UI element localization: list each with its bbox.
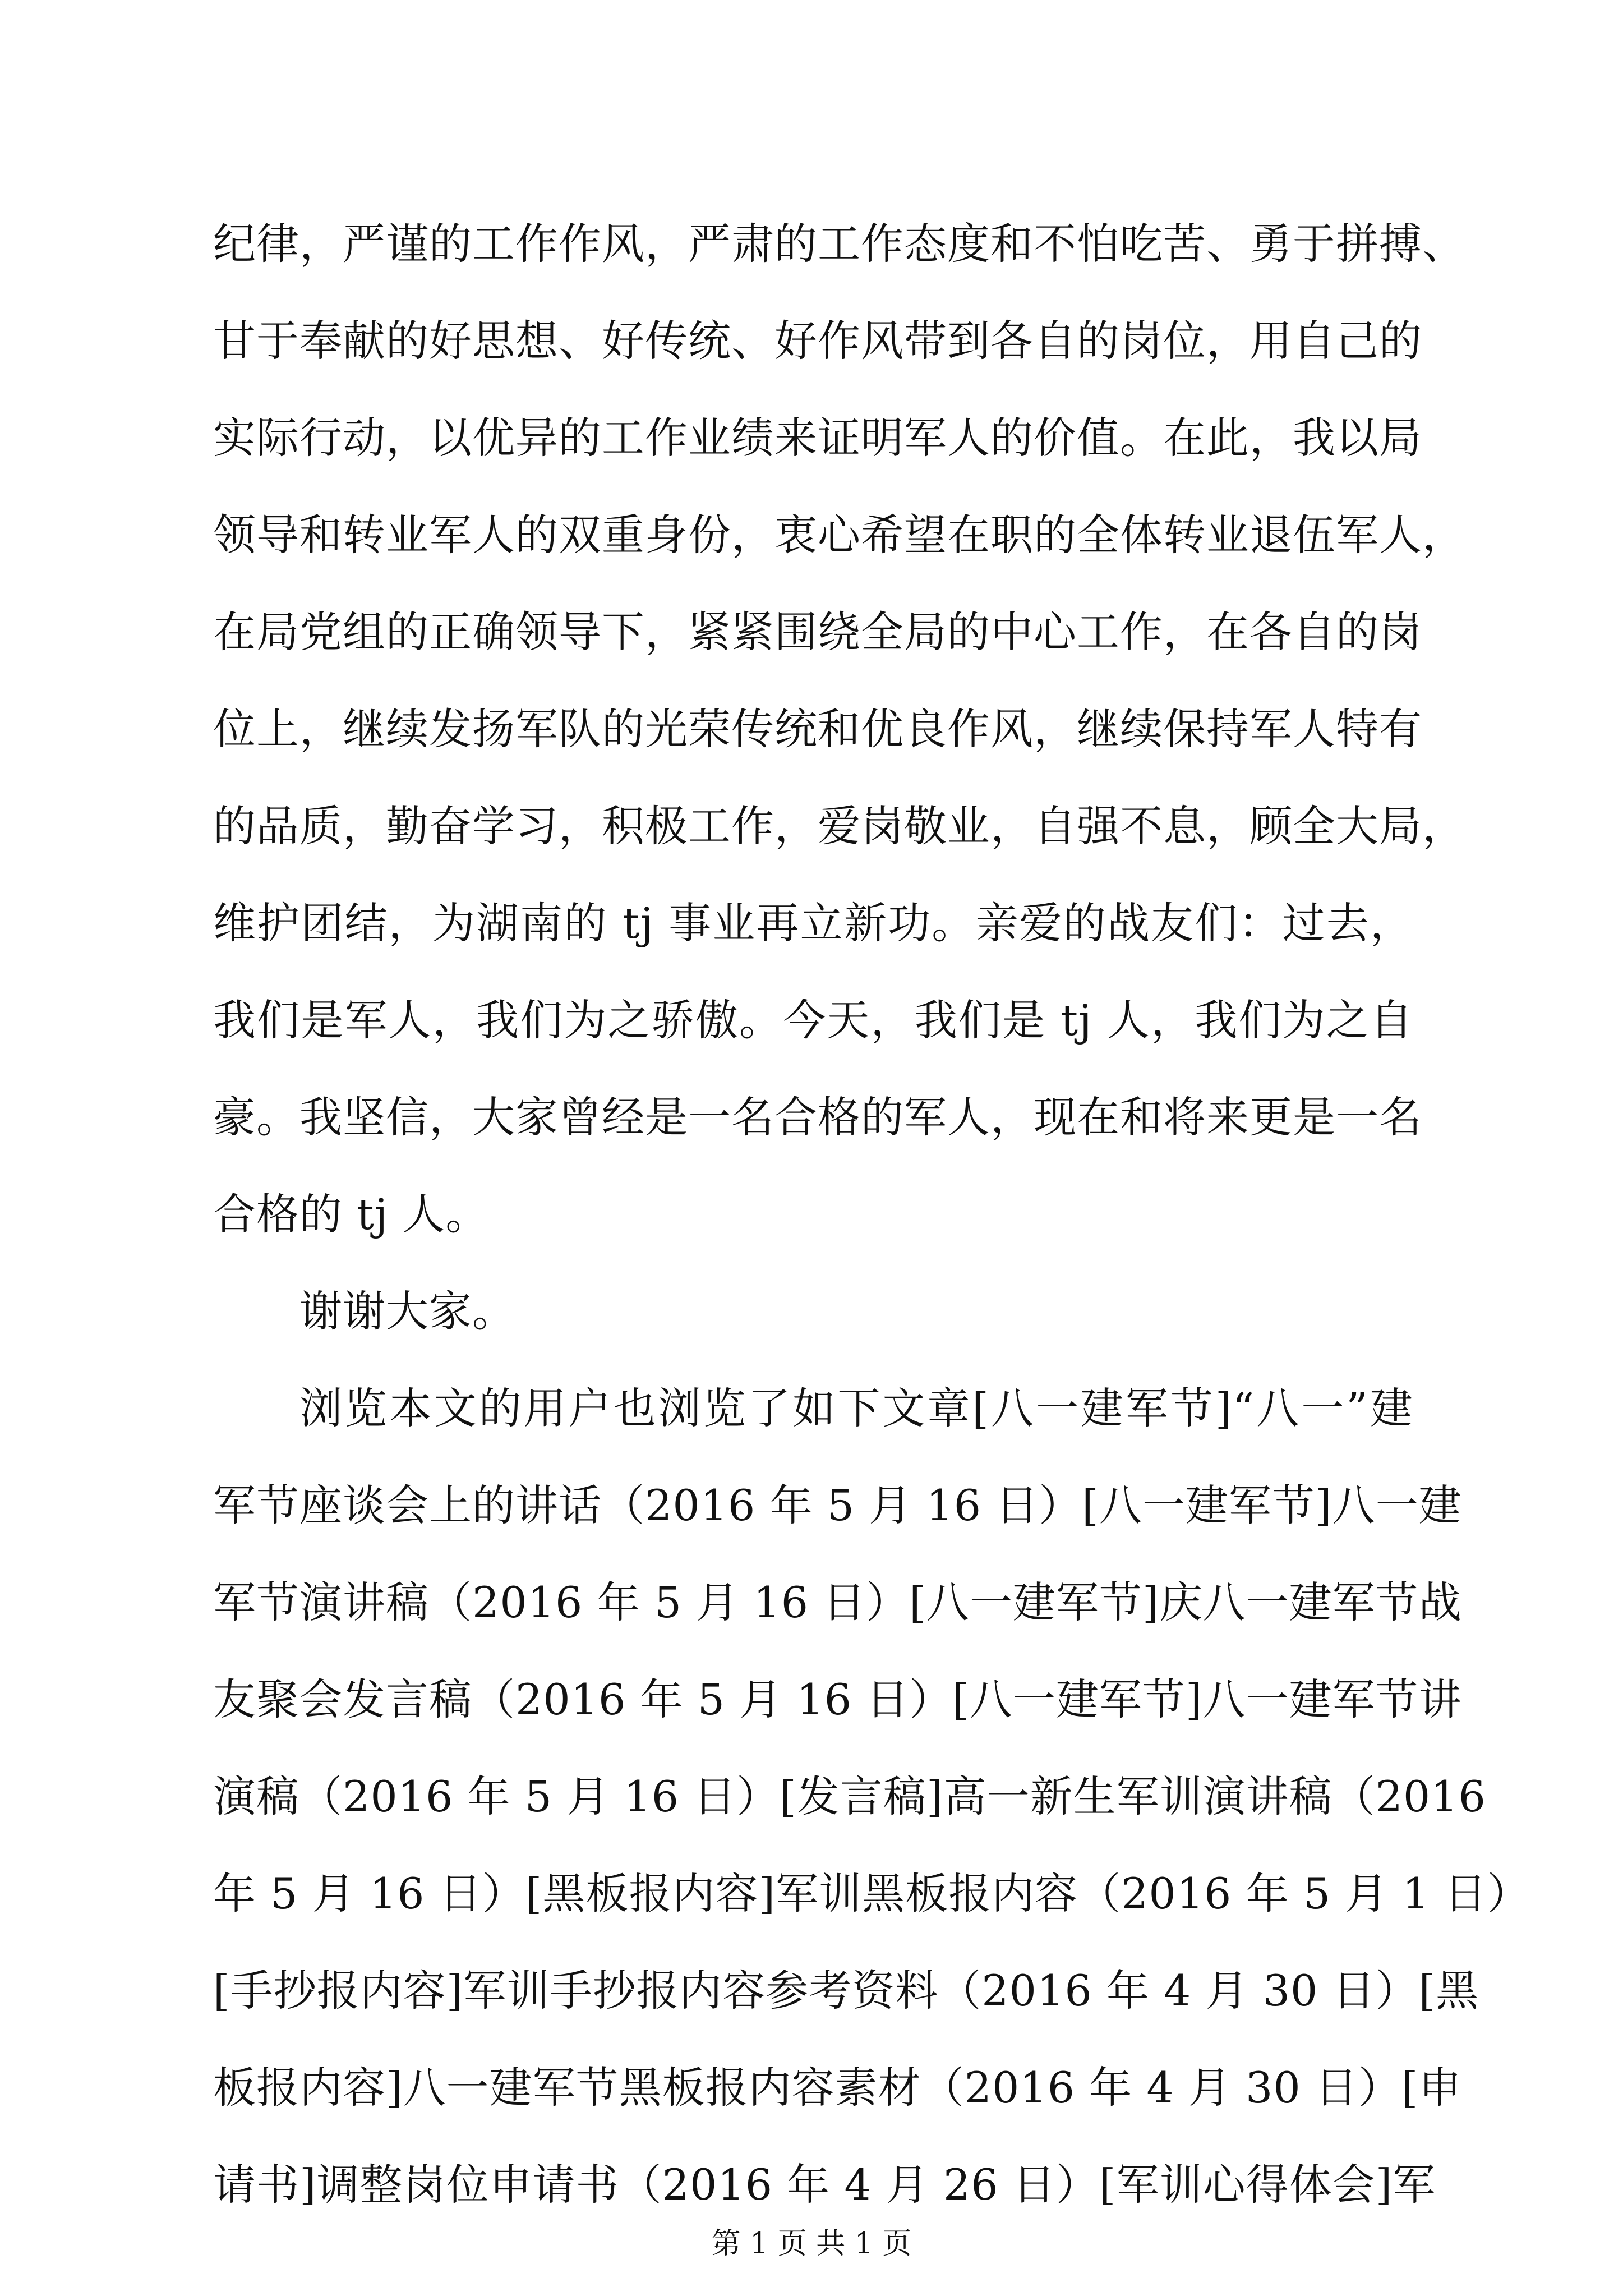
related-articles-line: 军节演讲稿（2016 年 5 月 16 日）[八一建军节]庆八一建军节战 [213,1577,1462,1627]
page-footer: 第 1 页 共 1 页 [711,2227,912,2261]
related-articles-line: 友聚会发言稿（2016 年 5 月 16 日）[八一建军节]八一建军节讲 [213,1674,1462,1724]
related-articles-line: 请书]调整岗位申请书（2016 年 4 月 26 日）[军训心得体会]军 [213,2160,1436,2210]
related-articles-line: 板报内容]八一建军节黑板报内容素材（2016 年 4 月 30 日）[申 [213,2063,1462,2113]
related-articles-line: 年 5 月 16 日）[黑板报内容]军训黑板报内容（2016 年 5 月 1 日） [213,1869,1530,1918]
related-articles-line: 军节座谈会上的讲话（2016 年 5 月 16 日）[八一建军节]八一建 [213,1480,1462,1530]
body-line: 我们是军人，我们为之骄傲。今天，我们是 tj 人，我们为之自 [213,995,1413,1045]
body-line: 领导和转业军人的双重身份，衷心希望在职的全体转业退伍军人， [213,510,1465,560]
body-line: 的品质，勤奋学习，积极工作，爱岗敬业，自强不息，顾全大局， [213,801,1465,851]
related-articles-line: 演稿（2016 年 5 月 16 日）[发言稿]高一新生军训演讲稿（2016 [213,1772,1486,1821]
closing-line: 谢谢大家。 [299,1286,515,1336]
body-line: 位上，继续发扬军队的光荣传统和优良作风，继续保持军人特有 [213,704,1422,754]
body-line: 豪。我坚信，大家曾经是一名合格的军人，现在和将来更是一名 [213,1092,1422,1142]
body-line: 维护团结，为湖南的 tj 事业再立新功。亲爱的战友们：过去， [213,898,1413,948]
body-line: 在局党组的正确领导下，紧紧围绕全局的中心工作，在各自的岗 [213,607,1422,657]
body-line: 甘于奉献的好思想、好传统、好作风带到各自的岗位，用自己的 [213,316,1422,366]
body-line: 合格的 tj 人。 [213,1189,489,1239]
body-line: 纪律，严谨的工作作风，严肃的工作态度和不怕吃苦、勇于拼搏、 [213,219,1465,269]
body-line: 实际行动，以优异的工作业绩来证明军人的价值。在此，我以局 [213,413,1422,463]
related-articles-line: [手抄报内容]军训手抄报内容参考资料（2016 年 4 月 30 日）[黑 [213,1966,1479,2016]
related-articles-line: 浏览本文的用户也浏览了如下文章[八一建军节]“八一”建 [299,1383,1413,1433]
